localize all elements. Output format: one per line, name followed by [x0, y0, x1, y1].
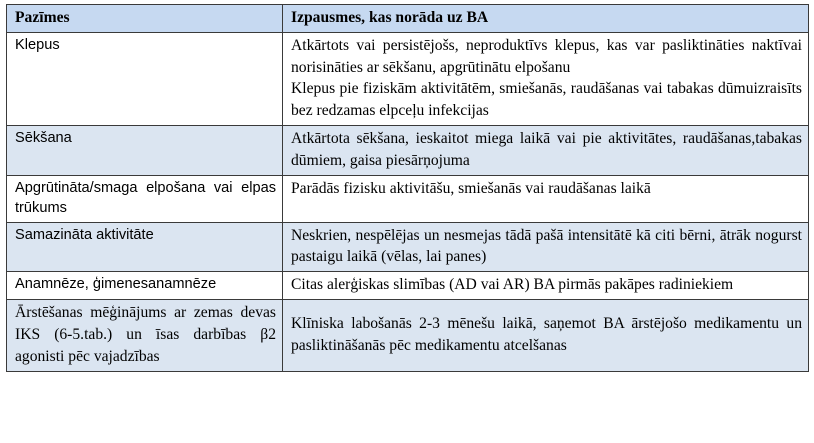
table-header-row: [7, 5, 809, 33]
evidence-text: Citas alerģiskas slimības (AD vai AR) BA pirmās pakāpes radiniekiem: [291, 276, 734, 294]
evidence-cell: [283, 175, 809, 222]
sign-cell: Sēkšana: [7, 126, 283, 176]
evidence-text: Atkārtots vai persistējošs, neproduktīvs klepus, kas var pasliktināties naktīvai norisināties ar sēkšanu, apgrūtinātu elpošanu: [291, 36, 802, 76]
sign-cell: Ārstēšanas mēģinājums ar zemas devas IKS (6-5.tab.) un īsas darbības β2 agonisti pēc vajadzības: [7, 300, 283, 371]
evidence-text: Atkārtota sēkšana, ieskaitot miega laikā vai pie aktivitātes, raudāšanas,tabakas dūmiem, gaisa piesārņojuma: [291, 130, 802, 169]
evidence-cell: [283, 222, 809, 272]
evidence-text: Neskrien, nespēlējas un nesmejas tādā pašā intensitātē kā citi bērni, ātrāk nogurst pastaigu laikā (vēlas, lai panes): [291, 226, 802, 266]
sign-cell: Anamnēze, ģimenesanamnēze: [7, 272, 283, 300]
header-signs: Pazīmes: [7, 5, 283, 33]
table-row: [7, 222, 809, 272]
table-row: [7, 175, 809, 222]
evidence-text: Parādās fizisku aktivitāšu, smiešanās vai raudāšanas laikā: [291, 179, 651, 197]
asthma-signs-table: [6, 4, 809, 372]
evidence-cell: [283, 272, 809, 300]
sign-cell: Samazināta aktivitāte: [7, 222, 283, 272]
evidence-text: Klepus pie fiziskām aktivitātēm, smiešanās, raudāšanas vai tabakas dūmuizraisīts bez redzamas elpceļu infekcijas: [291, 80, 802, 120]
table-row: [7, 300, 809, 371]
sign-cell: Apgrūtināta/smaga elpošana vai elpas trūkums: [7, 175, 283, 222]
header-evidence: Izpausmes, kas norāda uz BA: [283, 5, 809, 33]
evidence-cell: [283, 32, 809, 125]
sign-cell: Klepus: [7, 32, 283, 125]
evidence-cell: [283, 300, 809, 371]
evidence-cell: [283, 126, 809, 176]
evidence-text: Klīniska labošanās 2-3 mēnešu laikā, saņemot BA ārstējošo medikamentu un pasliktināšanās pēc medikamentu atcelšanas: [291, 315, 802, 354]
table-row: [7, 272, 809, 300]
table-row: [7, 126, 809, 176]
table-row: [7, 32, 809, 125]
